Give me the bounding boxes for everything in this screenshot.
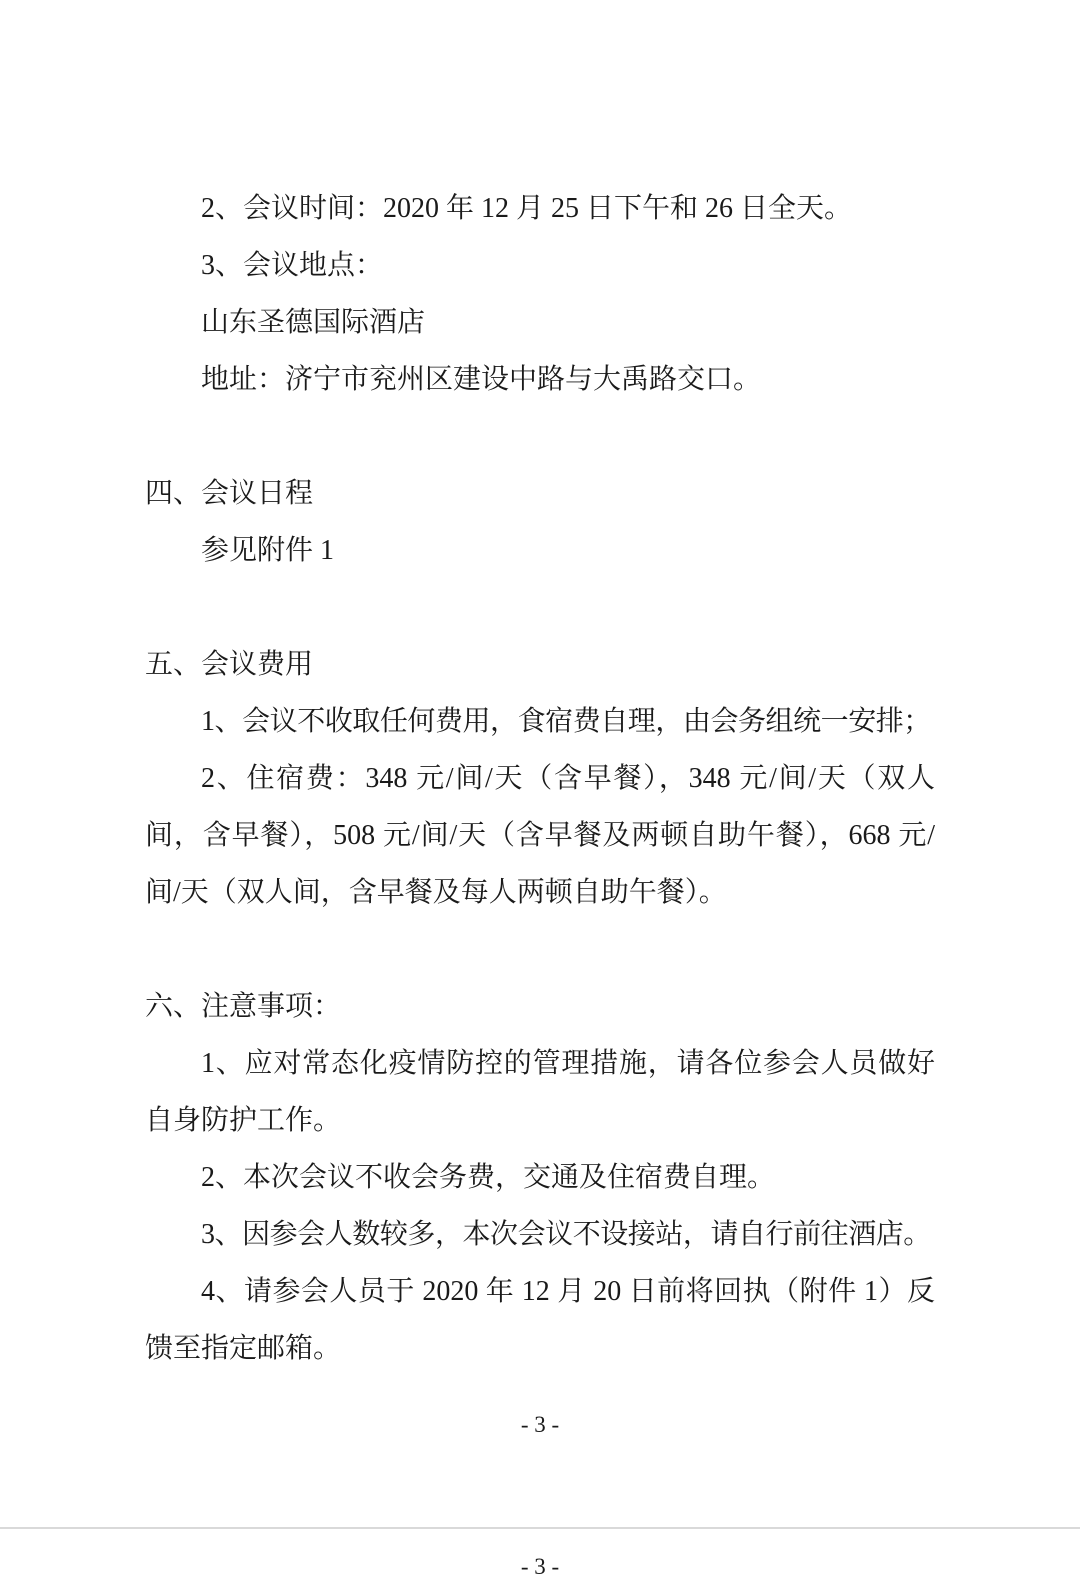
meeting-location-item: 3、会议地点： (201, 250, 384, 281)
hotel-address: 地址：济宁市兖州区建设中路与大禹路交口。 (201, 364, 762, 395)
fees-item-2: 2、住宿费：348 元/间/天（含早餐），348 元/间/天（双人间，含早餐），508 元/间/天（含早餐及两顿自助午餐），668 元/间/天（双人间，含早餐及每人两顿自助午餐）。 (145, 763, 935, 908)
fees-heading: 五、会议费用 (145, 649, 314, 680)
page-number-footer: - 3 - (520, 1412, 560, 1437)
meeting-time-item: 2、会议时间：2020 年 12 月 25 日下午和 26 日全天。 (201, 193, 853, 224)
page-number-below-break: - 3 - (520, 1554, 560, 1579)
section-meeting-info (145, 180, 935, 408)
notes-item-1: 1、应对常态化疫情防控的管理措施，请各位参会人员做好自身防护工作。 (145, 1048, 935, 1136)
notes-item-4: 4、请参会人员于 2020 年 12 月 20 日前将回执（附件 1）反馈至指定邮箱。 (145, 1276, 935, 1364)
agenda-heading: 四、会议日程 (145, 478, 314, 509)
page-break-divider (0, 1527, 1080, 1529)
agenda-content: 参见附件 1 (201, 535, 335, 566)
hotel-name: 山东圣德国际酒店 (201, 307, 426, 338)
notes-item-2: 2、本次会议不收会务费，交通及住宿费自理。 (201, 1162, 776, 1193)
fees-item-1: 1、会议不收取任何费用，食宿费自理，由会务组统一安排； (201, 706, 931, 737)
section-fees (145, 636, 935, 921)
section-notes (145, 978, 935, 1377)
notes-heading: 六、注意事项： (145, 991, 342, 1022)
notes-item-3: 3、因参会人数较多，本次会议不设接站，请自行前往酒店。 (201, 1219, 931, 1250)
section-agenda (145, 465, 935, 579)
document-body (145, 180, 935, 1377)
